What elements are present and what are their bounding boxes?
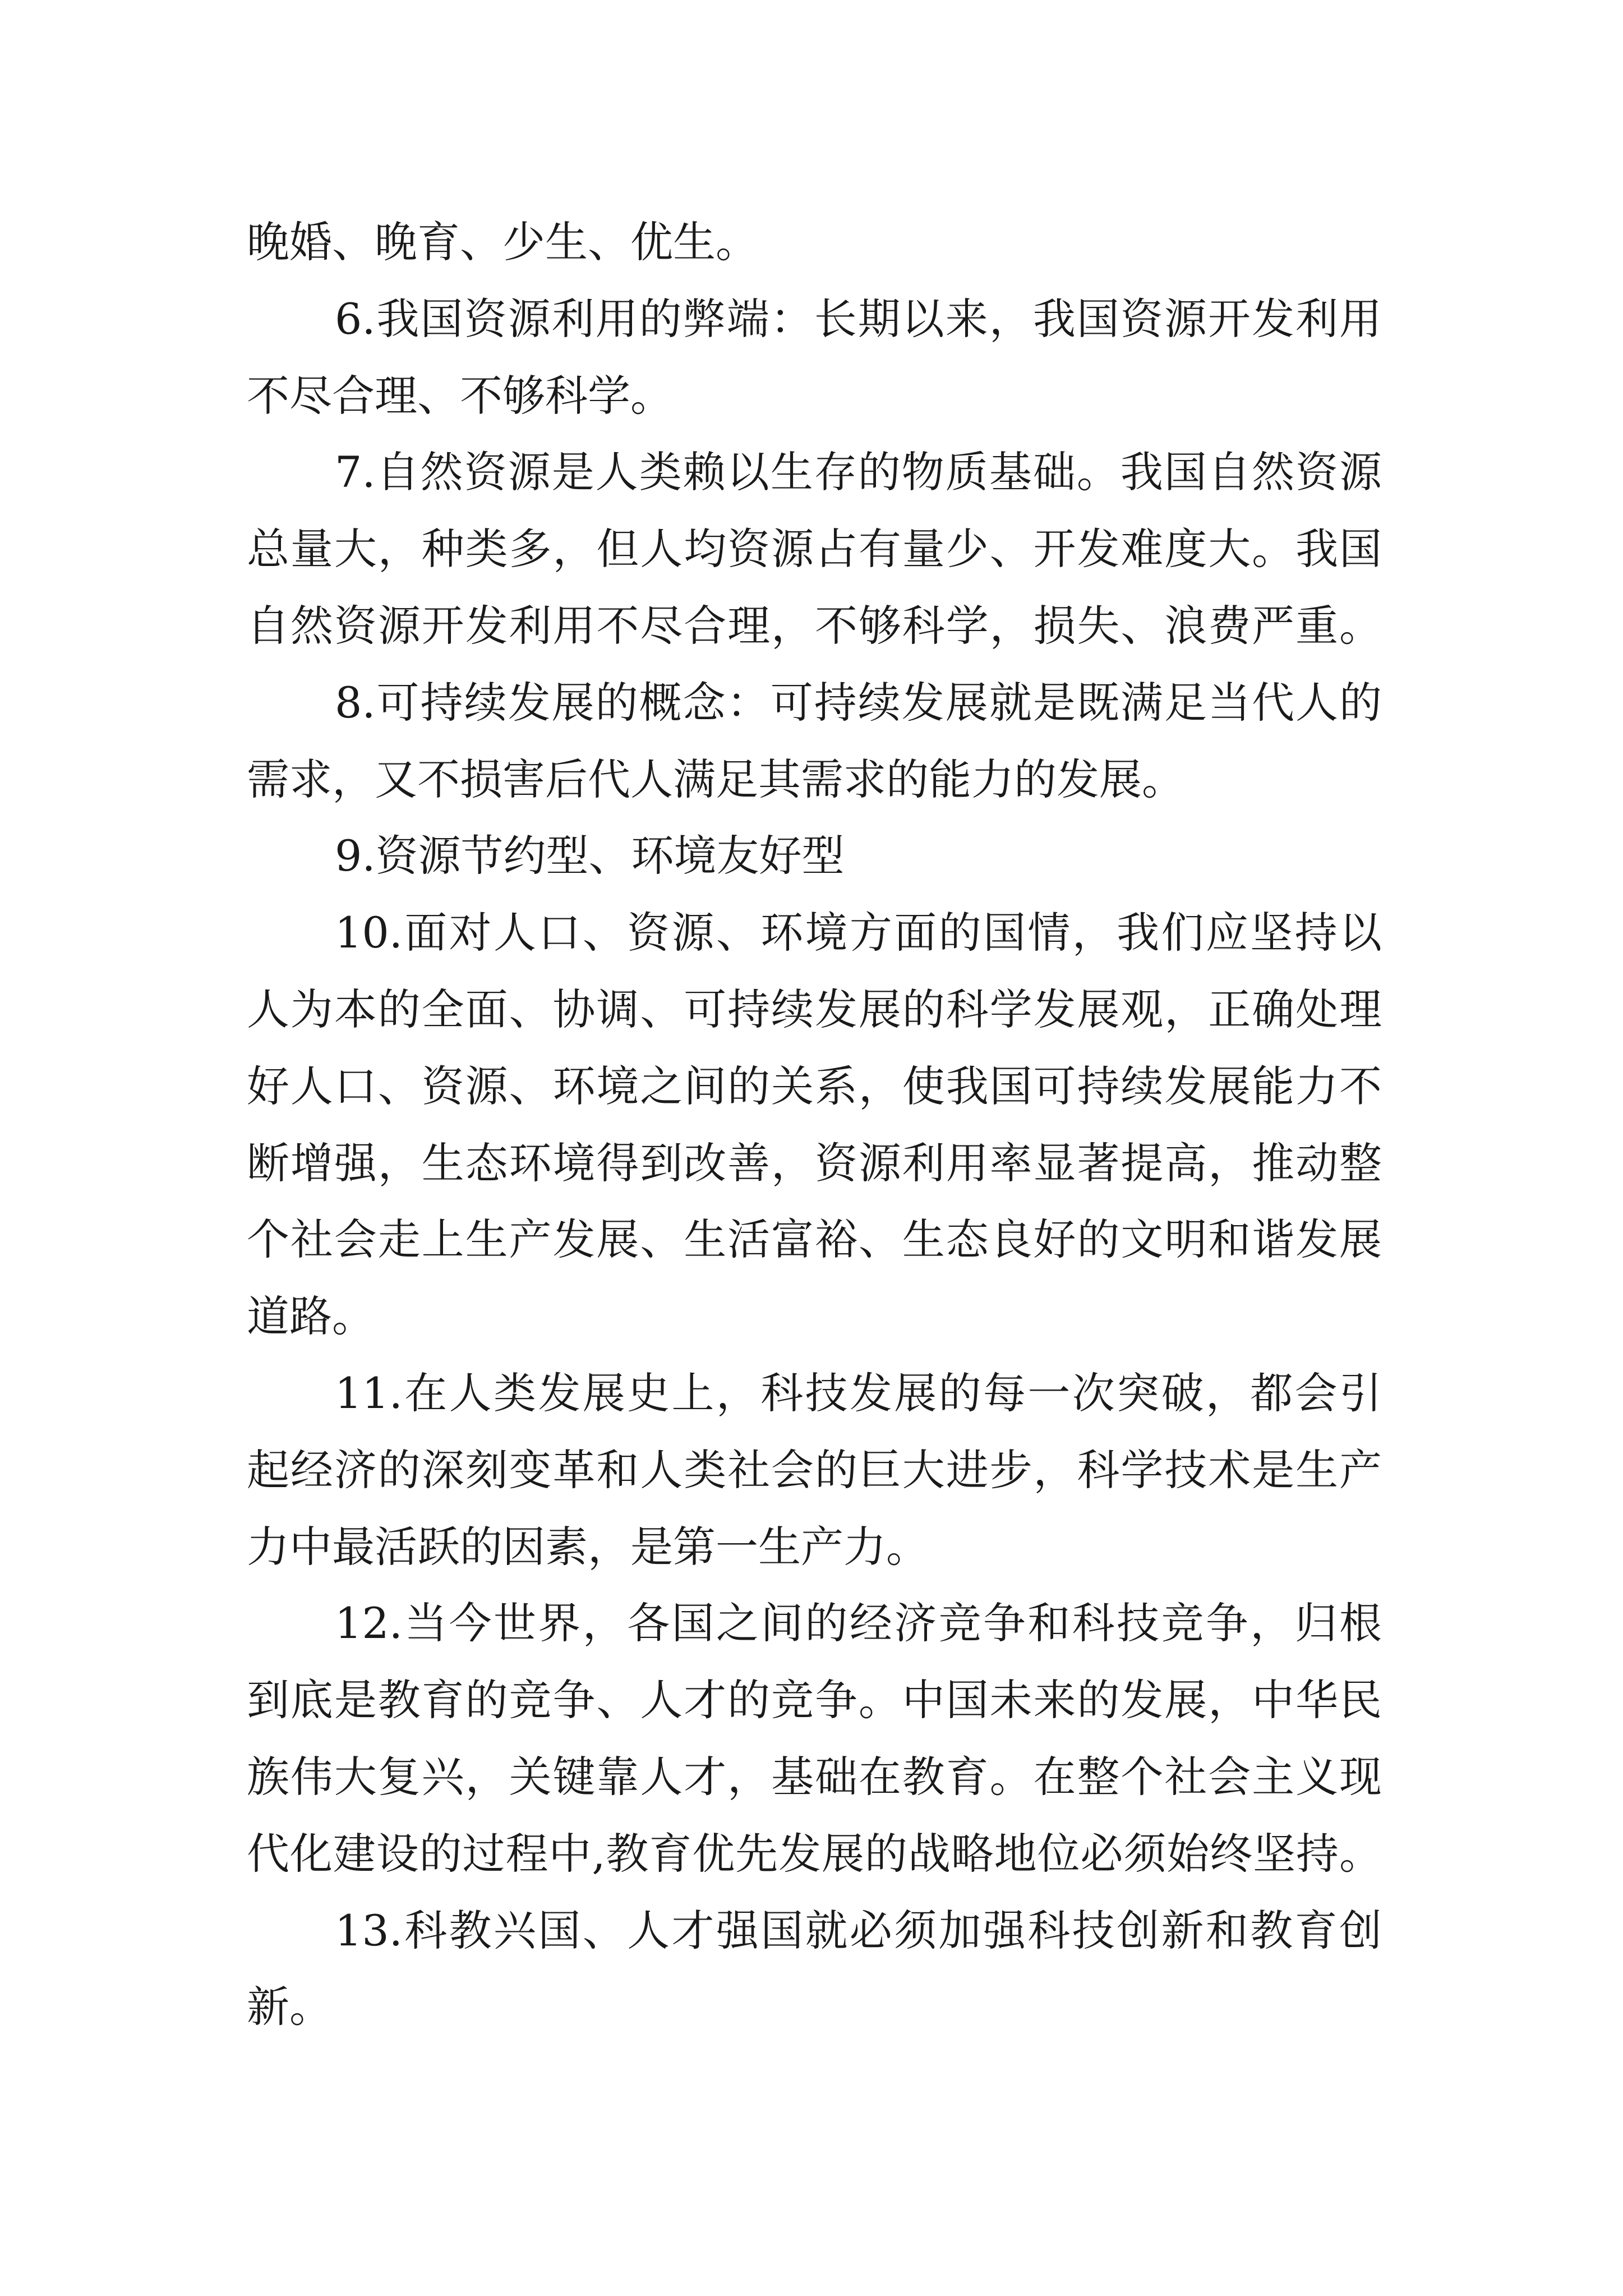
text-line: 到底是教育的竞争、人才的竞争。中国未来的发展，中华民 bbox=[247, 1675, 1382, 1726]
text-line: 8.可持续发展的概念：可持续发展就是既满足当代人的 bbox=[335, 677, 1382, 728]
paragraph-8 bbox=[247, 665, 1382, 818]
text-line: 总量大，种类多，但人均资源占有量少、开发难度大。我国 bbox=[247, 524, 1382, 574]
paragraph-13 bbox=[247, 1893, 1382, 2046]
text-line: 自然资源开发利用不尽合理，不够科学，损失、浪费严重。 bbox=[247, 600, 1382, 651]
paragraph-10 bbox=[247, 895, 1382, 1355]
document-body bbox=[247, 204, 1382, 2046]
text-line: 需求，又不损害后代人满足其需求的能力的发展。 bbox=[247, 754, 1184, 804]
paragraph-7 bbox=[247, 434, 1382, 664]
text-line: 好人口、资源、环境之间的关系，使我国可持续发展能力不 bbox=[247, 1061, 1382, 1111]
paragraph-9 bbox=[247, 818, 1382, 895]
text-line: 人为本的全面、协调、可持续发展的科学发展观，正确处理 bbox=[247, 984, 1382, 1034]
text-line: 10.面对人口、资源、环境方面的国情，我们应坚持以 bbox=[335, 908, 1382, 958]
text-line: 代化建设的过程中,教育优先发展的战略地位必须始终坚持。 bbox=[247, 1828, 1382, 1879]
text-line: 断增强，生态环境得到改善，资源利用率显著提高，推动整 bbox=[247, 1138, 1382, 1188]
paragraph-12 bbox=[247, 1585, 1382, 1892]
text-line: 7.自然资源是人类赖以生存的物质基础。我国自然资源 bbox=[335, 447, 1382, 498]
text-line: 不尽合理、不够科学。 bbox=[247, 370, 673, 421]
text-line: 道路。 bbox=[247, 1291, 375, 1342]
paragraph-continuation bbox=[247, 204, 1382, 281]
text-line: 9.资源节约型、环境友好型 bbox=[335, 831, 845, 881]
text-line: 新。 bbox=[247, 1982, 332, 2032]
text-line: 个社会走上生产发展、生活富裕、生态良好的文明和谐发展 bbox=[247, 1214, 1382, 1265]
text-line: 13.科教兴国、人才强国就必须加强科技创新和教育创 bbox=[335, 1905, 1382, 1955]
text-line: 12.当今世界，各国之间的经济竞争和科技竞争，归根 bbox=[335, 1598, 1382, 1649]
text-line: 11.在人类发展史上，科技发展的每一次突破，都会引 bbox=[335, 1368, 1382, 1418]
paragraph-11 bbox=[247, 1355, 1382, 1585]
text-line: 起经济的深刻变革和人类社会的巨大进步，科学技术是生产 bbox=[247, 1444, 1382, 1495]
text-line: 族伟大复兴，关键靠人才，基础在教育。在整个社会主义现 bbox=[247, 1751, 1382, 1802]
paragraph-6 bbox=[247, 281, 1382, 435]
text-line: 晚婚、晚育、少生、优生。 bbox=[247, 217, 758, 267]
text-line: 力中最活跃的因素，是第一生产力。 bbox=[247, 1521, 929, 1572]
text-line: 6.我国资源利用的弊端：长期以来，我国资源开发利用 bbox=[335, 293, 1382, 344]
